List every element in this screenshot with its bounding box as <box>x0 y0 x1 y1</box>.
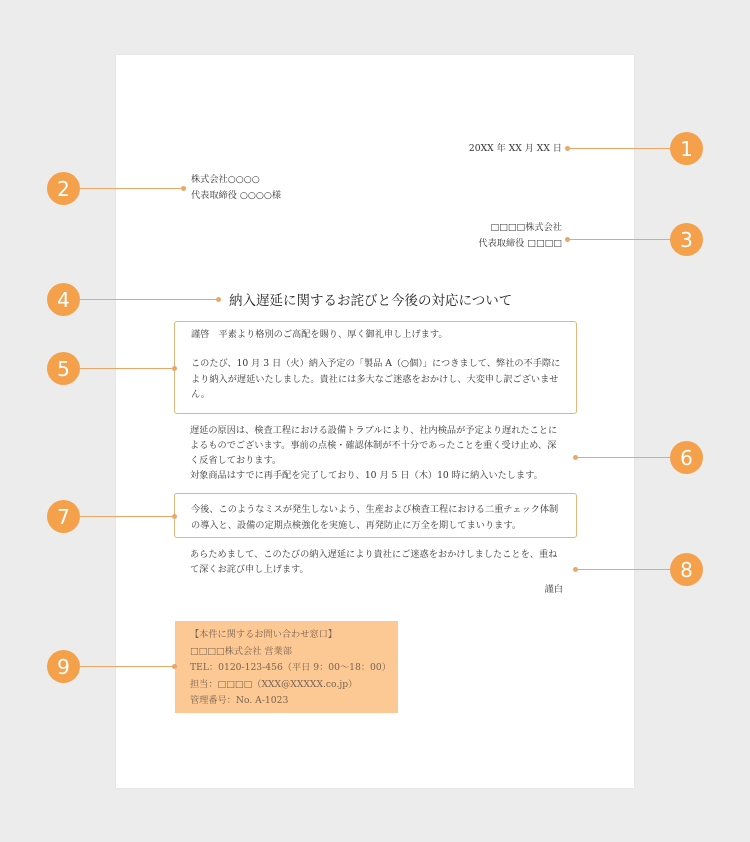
callout-3-badge: 3 <box>670 223 703 256</box>
callout-2-line <box>79 188 183 189</box>
callout-4-dot <box>216 297 221 302</box>
callout-4-badge: 4 <box>47 283 80 316</box>
callout-5-badge: 5 <box>47 352 80 385</box>
letter-title: 納入遅延に関するお詫びと今後の対応について <box>229 293 513 309</box>
contact-department: □□□□株式会社 営業部 <box>190 645 292 657</box>
contact-reference: 管理番号：No. A-1023 <box>190 695 289 707</box>
contact-box <box>175 621 398 713</box>
callout-9-badge: 9 <box>47 650 80 683</box>
cause-reason-text: 遅延の原因は、検査工程における設備トラブルにより、社内検品が予定より遅れたことによるものでございます。事前の点検・確認体制が不十分であったことを重く受け止め、深く反省しております。 <box>190 425 558 466</box>
contact-person: 担当：□□□□（XXX@XXXXX.co.jp） <box>190 678 358 690</box>
callout-2-dot <box>181 186 186 191</box>
contact-tel: TEL：0120-123-456（平日 9：00〜18：00） <box>190 662 391 674</box>
opening-section <box>174 321 577 414</box>
callout-9-dot <box>172 664 177 669</box>
callout-7-badge: 7 <box>47 500 80 533</box>
closing-section <box>190 547 565 577</box>
cause-section <box>190 423 565 483</box>
letter-date: 20XX 年 XX 月 XX 日 <box>468 143 562 154</box>
cause-status-text: 対象商品はすでに再手配を完了しており、10 月 5 日（木）10 時に納入いたします。 <box>190 470 543 481</box>
apology-text: このたび、10 月 3 日（火）納入予定の「製品 A（○個）」につきまして、弊社の不手際により納入が遅延いたしました。貴社には多大なご迷惑をおかけし、大変申し訳ございません。 <box>191 358 561 400</box>
greeting-text: 謹啓 平素より格別のご高配を賜り、厚く御礼申し上げます。 <box>191 329 448 340</box>
callout-6-badge: 6 <box>670 441 703 474</box>
callout-5-line <box>79 368 174 369</box>
callout-4-line <box>79 299 219 300</box>
recipient-person: 代表取締役 ○○○○様 <box>191 190 282 201</box>
contact-heading: 【本件に関するお問い合わせ窓口】 <box>190 629 337 640</box>
callout-8-line <box>575 569 671 570</box>
callout-5-dot <box>172 366 177 371</box>
prevention-text: 今後、このようなミスが発生しないよう、生産および検査工程における二重チェック体制の導入と、設備の定期点検強化を実施し、再発防止に万全を期してまいります。 <box>191 504 559 531</box>
prevention-section <box>174 493 577 538</box>
callout-7-line <box>79 516 174 517</box>
callout-6-line <box>575 457 671 458</box>
sign-off: 謹白 <box>544 584 563 595</box>
closing-text: あらためまして、このたびの納入遅延により貴社にご迷惑をおかけしましたことを、重ねて深くお詫び申し上げます。 <box>190 549 558 575</box>
sender-company: □□□□株式会社 <box>490 222 562 233</box>
callout-8-badge: 8 <box>670 553 703 586</box>
callout-1-badge: 1 <box>670 132 703 165</box>
callout-7-dot <box>172 514 177 519</box>
callout-9-line <box>79 666 174 667</box>
callout-2-badge: 2 <box>47 172 80 205</box>
callout-1-line <box>567 148 671 149</box>
sender-person: 代表取締役 □□□□ <box>478 238 562 249</box>
recipient-company: 株式会社○○○○ <box>191 174 260 185</box>
callout-3-line <box>567 239 671 240</box>
